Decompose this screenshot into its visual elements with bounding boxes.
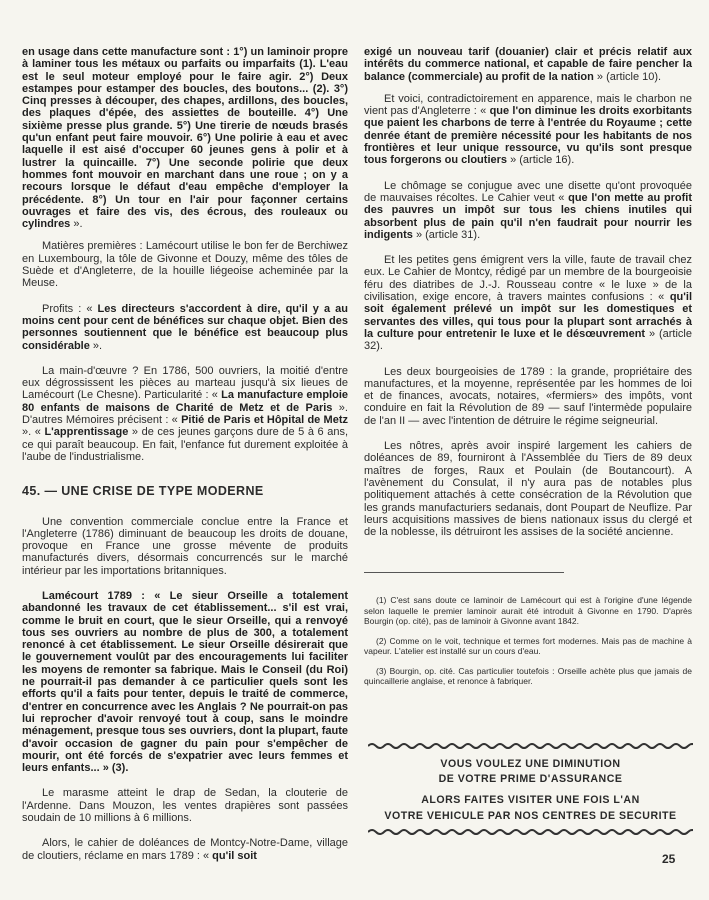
paragraph-lamecourt-1789: Lamécourt 1789 : « Le sieur Orseille a totalement abandonné les travaux de cet établissement... s'il est vrai, comme le bruit en court, que le sieur Orseille, qui a renvoyé tous ses ouvriers au nombre de plus de 300, a totalement renoncé à cet établissement. Le sieur Orseille désirerait que le gouvernement voulût par des encouragements lui faciliter les moyens de remonter sa fabrique. Mais le Conseil (du Roi) ne pourrait-il pas demander à ce particulier quels sont les efforts qu'il a faits pour tenter, depuis le traité de commerce, d'entrer en concurrence avec les Anglais ? Ne pourrait-on pas lui reprocher d'avoir renvoyé tout à coup, sans le moindre ménagement, presque tous ses ouvriers, dont la plupart, faute d'avoir occasion de gagner du pain pour s'empêcher de mourir, ont été forcés de s'expatrier avec leurs femmes et leurs enfants... » (3).	[22, 589, 348, 775]
insurance-advertisement	[368, 742, 693, 836]
ad-line-2: DE VOTRE PRIME D'ASSURANCE	[438, 773, 623, 785]
paragraph-trade-convention: Une convention commerciale conclue entre la France et l'Angleterre (1786) diminuant de beaucoup les droits de douane, provoque en France une grosse mévente de produits manufacturés divers, désormais concurrencés sur le marché intérieur par les importations britanniques.	[22, 515, 348, 577]
paragraph-profits: Profits : « Les directeurs s'accordent à dire, qu'il y a au moins cent pour cent de bénéfices sur chaque objet. Bien des personnes soutiennent que le bénéfice est beaucoup plus considérable ».	[22, 302, 348, 352]
paragraph-equipment: en usage dans cette manufacture sont : 1°) un laminoir propre à laminer tous les métaux ou parfaits ou imparfaits (1). L'eau est le seul moteur employé pour le faire agir. 2°) Deux estampes pour estamper des boucles, des boutons... (2). 3°) Cinq presses à découper, des chapes, ardillons, des boucles, des plaques d'épée, des assiettes de bouteille. 4°) Une sixième presse plus grande. 5°) Une tirerie de nœuds brasés qu'un enfant peut faire mouvoir. 6°) Une polirie à eau et avec laquelle il est aisé d'occuper 60 jeunes gens à polir et à lustrer la quincaille. 7°) Une seconde polirie que deux hommes font mouvoir en marchant dans une roue ; on y a recours lorsque le défaut d'eau empêche d'employer la précédente. 8°) Un tour en l'air pour façonner certains ouvrages et faire des vis, des écrous, des rouleaux ou cylindres ».	[22, 46, 348, 231]
left-column	[22, 46, 348, 875]
wavy-border-bottom	[368, 828, 693, 836]
paragraph-tariff: exigé un nouveau tarif (douanier) clair et précis relatif aux intérêts du commerce national, et capable de faire pencher la balance (commerciale) au profit de la nation » (article 10).	[364, 46, 692, 83]
section-heading: 45. — UNE CRISE DE TYPE MODERNE	[22, 484, 264, 499]
wavy-border-top	[368, 742, 693, 750]
paragraph-coal: Et voici, contradictoirement en apparence, mais le charbon ne vient pas d'Angleterre : « que l'on diminue les droits exorbitants que paient les charbons de terre à l'entrée du Royaume ; cette denrée étant de première nécessité pour les habitants de nos frontières et leur unique ressource, vu qu'ils sont presque tous forgerons ou cloutiers » (article 16).	[364, 92, 692, 167]
paragraph-raw-materials: Matières premières : Lamécourt utilise le bon fer de Berchiwez en Luxembourg, la tôle de Givonne et Douzy, même des tôles de Suède et d'Angleterre, de la houille liégeoise acheminée par la Meuse.	[22, 240, 348, 290]
ad-line-4: VOTRE VEHICULE PAR NOS CENTRES DE SECURITE	[384, 810, 677, 822]
footnote-separator	[364, 572, 564, 573]
right-column	[364, 46, 692, 696]
paragraph-emigration: Et les petites gens émigrent vers la ville, faute de travail chez eux. Le Cahier de Montcy, rédigé par un membre de la bourgeoisie féru des diatribes de J.-J. Rousseau contre « le luxe » de la civilisation, exige encore, à travers maintes confusions : « qu'il soit également prélevé un impôt sur les domestiques et servantes des villes, qui tous pour la plupart sont arrachés à la culture pour entretenir le luxe et le désœuvrement » (article 32).	[364, 254, 692, 353]
page-number: 25	[662, 852, 676, 866]
paragraph-marasme: Le marasme atteint le drap de Sedan, la clouterie de l'Ardenne. Dans Mouzon, les ventes drapières sont passées soudain de 10 millions à 6 millions.	[22, 787, 348, 825]
ad-line-3: ALORS FAITES VISITER UNE FOIS L'AN	[421, 794, 640, 806]
paragraph-workforce: La main-d'œuvre ? En 1786, 500 ouvriers, la moitié d'entre eux dégrossissent les pièces au marteau jusqu'à six lieues de Lamécourt (Le Chesne). Particularité : « La manufacture emploie 80 enfants de maisons de Charité de Metz et de Paris ». D'autres Mémoires précisent : « Pitié de Paris et Hôpital de Metz ». « L'apprentissage » de ces jeunes garçons dure de 5 à 6 ans, ce qui paraît beaucoup. En fait, l'enfance fut durement exploitée à l'aube de l'industrialisme.	[22, 364, 348, 463]
paragraph-montcy: Alors, le cahier de doléances de Montcy-Notre-Dame, village de cloutiers, réclame en mars 1789 : « qu'il soit	[22, 837, 348, 862]
footnote-1: (1) C'est sans doute ce laminoir de Lamécourt qui est à l'origine d'une légende selon laquelle le premier laminoir aurait été introduit à Givonne en 1790. D'après Bourgin (op. cité), pas de laminoir à Givonne avant 1842.	[364, 595, 692, 627]
paragraph-bourgeoisies: Les deux bourgeoisies de 1789 : la grande, propriétaire des manufactures, et la moyenne, représentée par les hommes de loi et de finances, avocats, notaires, «fermiers» des impôts, vont conduire en fait la Révolution de 89 — sauf l'intermède populaire de l'an II — avec l'intention de détruire le régime seigneurial.	[364, 365, 692, 427]
footnote-3: (3) Bourgin, op. cité. Cas particulier toutefois : Orseille achète plus que jamais de quincaillerie anglaise, et renonce à fabriquer.	[364, 665, 692, 687]
paragraph-unemployment: Le chômage se conjugue avec une disette qu'ont provoquée de mauvaises récoltes. Le Cahier veut « que l'on mette au profit des pauvres un impôt sur tous les chiens inutiles qui absorbent plus de pain qu'il n'en faudrait pour nourrir les indigents » (article 31).	[364, 179, 693, 241]
footnote-2: (2) Comme on le voit, technique et termes fort modernes. Mais pas de machine à vapeur. L'atelier est installé sur un cours d'eau.	[364, 635, 692, 657]
paragraph-notables: Les nôtres, après avoir inspiré largement les cahiers de doléances de 89, fourniront à l'Assemblée du Tiers de 89 deux maîtres de forges, Raux et Poulain (de Boutancourt). A l'avènement du Consulat, il n'y aura pas de notables plus politiquement attachés à cette consécration de la Révolution que les grands manufacturiers sedanais, dont Poupart de Neuflize. Par leurs acquisitions massives de biens nationaux issus du clergé et de la noblesse, ils détruiront les assises de la société ancienne.	[364, 440, 692, 539]
ad-line-1: VOUS VOULEZ UNE DIMINUTION	[440, 758, 621, 770]
